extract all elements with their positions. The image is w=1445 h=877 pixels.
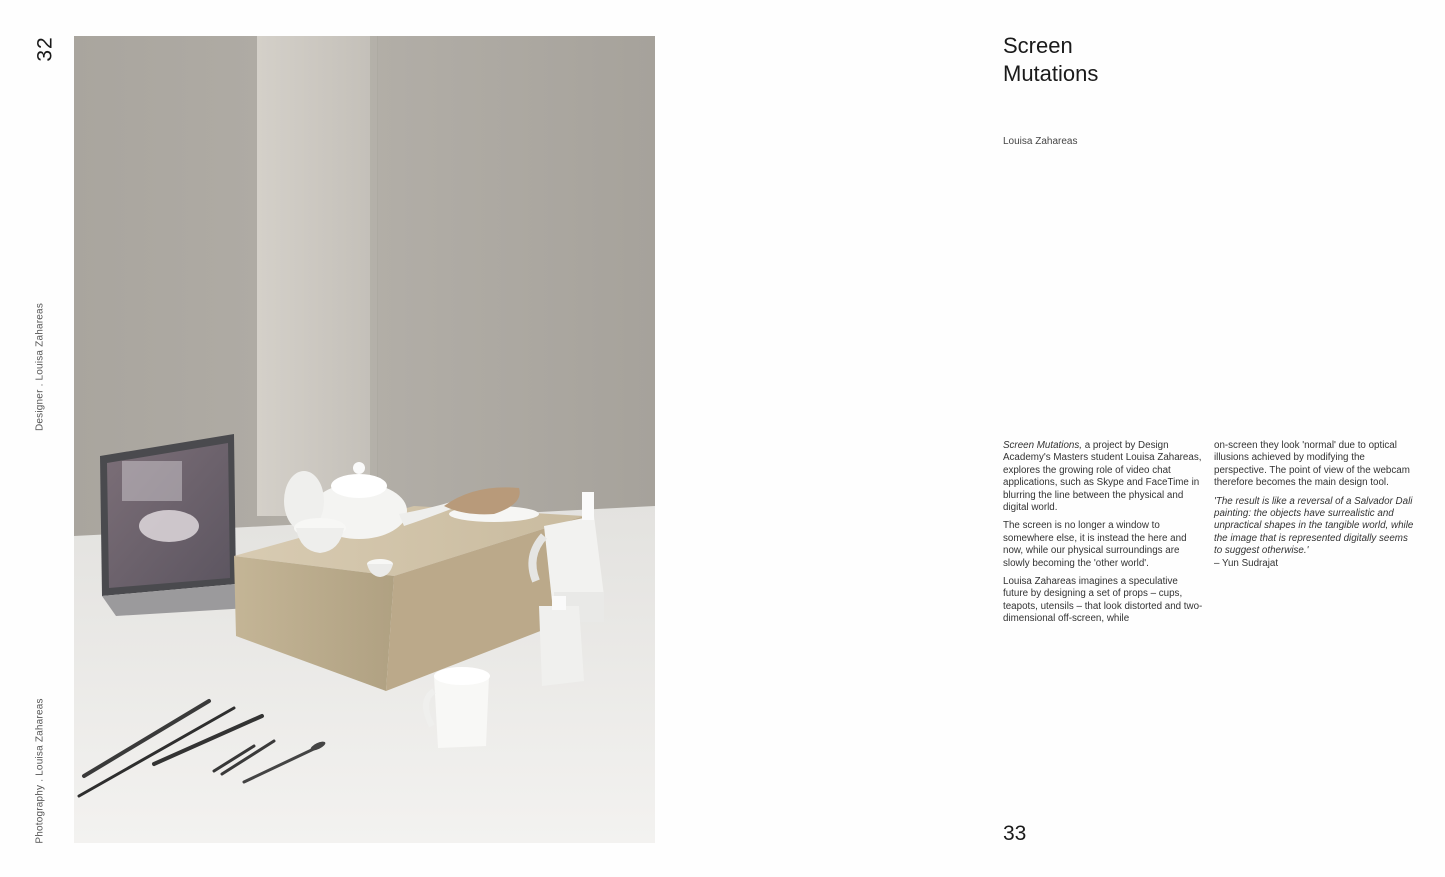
book-spread: 32 Designer . Louisa Zahareas Photography . Louisa Zahareas Screen Mutations Louisa Zahareas Screen Mutations, a project by Design Academy's Masters student Louisa Zahareas, explores the growing role of video chat applications, such as Skype and FaceTime in blurring the line between the physical and digital world. The screen is no longer a window to somewhere else, it is instead the here and now, while our physical surroundings are slowly becoming the 'other world'. Louisa Zahareas imagines a speculative future by designing a set of props – cups, teapots, utensils – that look distorted and two-dimensional off-screen, while on-screen they look 'normal' due to optical illusions achieved by modifying the perspective. The point of view of the webcam therefore becomes the main design tool. 'The result is like a reversal of a Salvador Dali painting: the objects have surrealistic and unpractical shapes in the tangible world, while the image that is represented digitally seems to suggest otherwise.' – Yun Sudrajat 33 — [0, 0, 1445, 877]
product-photograph — [74, 36, 655, 843]
body-paragraph: Screen Mutations, a project by Design Academy's Masters student Louisa Zahareas, explores the growing role of video chat applications, such as Skype and FaceTime in blurring the line between the physical and digital world. — [1003, 440, 1202, 514]
quote-attribution: – Yun Sudrajat — [1214, 557, 1279, 569]
body-column-2 — [1214, 440, 1414, 576]
pull-quote: 'The result is like a reversal of a Salvador Dali painting: the objects have surrealistic and unpractical shapes in the tangible world, while the image that is represented digitally seems to suggest otherwise.' — [1214, 495, 1414, 557]
article-author: Louisa Zahareas — [1003, 136, 1078, 147]
body-paragraph: on-screen they look 'normal' due to optical illusions achieved by modifying the perspective. The point of view of the webcam therefore becomes the main design tool. — [1214, 440, 1410, 489]
body-paragraph: The screen is no longer a window to somewhere else, it is instead the here and now, while our physical surroundings are slowly becoming the 'other world'. — [1003, 520, 1187, 569]
right-page-number: 33 — [1003, 822, 1027, 845]
body-column-1 — [1003, 440, 1203, 632]
left-page-number: 32 — [33, 36, 57, 62]
article-title: Screen Mutations — [1003, 33, 1099, 86]
body-paragraph: Louisa Zahareas imagines a speculative future by designing a set of props – cups, teapots, utensils – that look distorted and two-dimensional off-screen, while — [1003, 576, 1203, 625]
